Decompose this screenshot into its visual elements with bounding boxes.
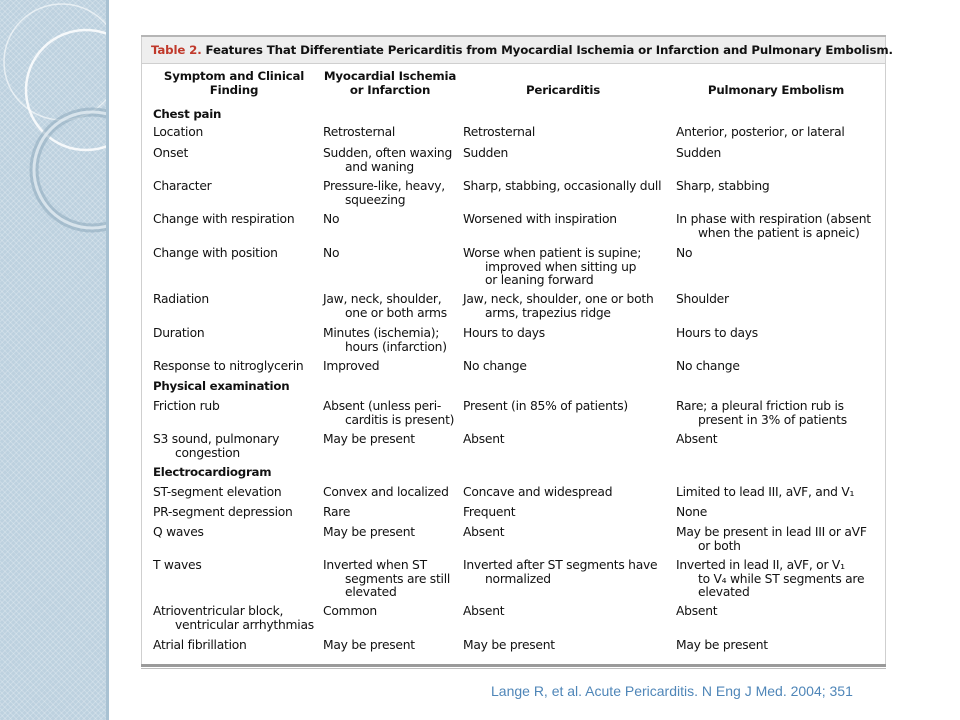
citation: Lange R, et al. Acute Pericarditis. N Eng J Med. 2004; 351	[491, 683, 853, 699]
cell-line: Absent (unless peri-	[323, 399, 442, 413]
column-header-line: Pericarditis	[525, 83, 601, 97]
cell-line: Onset	[153, 146, 189, 160]
table-cell-finding	[153, 400, 220, 414]
cell-line: Rare; a pleural friction rub is	[676, 399, 844, 413]
table-cell-pericarditis	[463, 247, 641, 288]
cell-line: Retrosternal	[463, 125, 536, 139]
table-cell-pericarditis	[463, 506, 515, 520]
table-cell-ischemia	[323, 559, 450, 600]
cell-line: Inverted in lead II, aVF, or V₁	[676, 558, 845, 572]
cell-line: one or both arms	[345, 305, 447, 320]
cell-line: May be present	[323, 432, 415, 446]
cell-line: May be present in lead III or aVF	[676, 525, 867, 539]
table-cell-finding	[153, 327, 204, 341]
cell-line: PR-segment depression	[153, 505, 293, 519]
table-cell-ischemia	[323, 486, 449, 500]
cell-line: Rare	[323, 505, 351, 519]
section-heading	[153, 108, 221, 122]
section-heading	[153, 380, 289, 394]
table-cell-finding	[153, 247, 278, 261]
table-cell-finding	[153, 180, 211, 194]
cell-line: Frequent	[463, 505, 516, 519]
cell-line: Shoulder	[676, 292, 729, 306]
table-cell-embolism	[676, 180, 769, 194]
cell-line: Sudden	[676, 146, 722, 160]
table-cell-pericarditis	[463, 293, 654, 320]
cell-line: Friction rub	[153, 399, 220, 413]
features-table	[141, 37, 893, 666]
cell-line: improved when sitting up	[485, 259, 637, 274]
cell-line: carditis is present)	[345, 412, 455, 427]
cell-line: In phase with respiration (absent	[676, 212, 871, 226]
cell-line: Physical examination	[153, 379, 290, 393]
table-cell-ischemia	[323, 126, 395, 140]
table-cell-finding	[153, 147, 188, 161]
table-cell-finding	[153, 293, 209, 307]
cell-line: Sharp, stabbing, occasionally dull	[463, 179, 662, 193]
table-cell-embolism	[676, 506, 707, 520]
column-header-line: Myocardial Ischemia	[323, 69, 457, 83]
cell-line: Absent	[676, 604, 718, 618]
cell-line: Hours to days	[676, 326, 758, 340]
table-cell-pericarditis	[463, 526, 504, 540]
cell-line: No change	[463, 359, 527, 373]
cell-line: Duration	[153, 326, 205, 340]
cell-line: Convex and localized	[323, 485, 449, 499]
cell-line: Worse when patient is supine;	[463, 246, 642, 260]
cell-line: arms, trapezius ridge	[485, 305, 611, 320]
cell-line: Change with position	[153, 246, 278, 260]
table-cell-finding	[153, 433, 279, 460]
table-cell-ischemia	[323, 247, 339, 261]
table-cell-finding	[153, 360, 303, 374]
table-cell-pericarditis	[463, 180, 661, 194]
table-cell-ischemia	[323, 526, 415, 540]
table-cell-pericarditis	[463, 605, 504, 619]
cell-line: Minutes (ischemia);	[323, 326, 440, 340]
table-cell-pericarditis	[463, 213, 617, 227]
table-cell-ischemia	[323, 327, 447, 354]
table-cell-embolism	[676, 486, 854, 500]
table-cell-pericarditis	[463, 327, 545, 341]
cell-line: ST-segment elevation	[153, 485, 282, 499]
cell-line: None	[676, 505, 708, 519]
table-cell-ischemia	[323, 400, 454, 427]
cell-line: Retrosternal	[323, 125, 396, 139]
cell-line: T waves	[153, 558, 202, 572]
cell-line: squeezing	[345, 192, 406, 207]
table-cell-pericarditis	[463, 400, 628, 414]
cell-line: ventricular arrhythmias	[175, 617, 314, 632]
cell-line: No change	[676, 359, 740, 373]
table-cell-finding	[153, 213, 294, 227]
table-cell-pericarditis	[463, 360, 527, 374]
table-cell-embolism	[676, 293, 729, 307]
table-cell-finding	[153, 605, 314, 632]
cell-line: or both	[698, 538, 741, 553]
table-cell-ischemia	[323, 180, 445, 207]
table-cell-embolism	[676, 247, 692, 261]
cell-line: Absent	[676, 432, 718, 446]
cell-line: Inverted when ST	[323, 558, 427, 572]
table-cell-embolism	[676, 147, 721, 161]
table-cell-ischemia	[323, 213, 339, 227]
cell-line: S3 sound, pulmonary	[153, 432, 280, 446]
cell-line: Location	[153, 125, 204, 139]
cell-line: May be present	[676, 638, 768, 652]
table-cell-finding	[153, 126, 203, 140]
cell-line: congestion	[175, 445, 240, 460]
cell-line: Jaw, neck, shoulder,	[323, 292, 442, 306]
table-cell-finding	[153, 639, 247, 653]
table-cell-pericarditis	[463, 486, 612, 500]
table-cell-embolism	[676, 639, 768, 653]
cell-line: Radiation	[153, 292, 209, 306]
cell-line: Jaw, neck, shoulder, one or both	[463, 292, 654, 306]
cell-line: and waning	[345, 159, 414, 174]
table-cell-ischemia	[323, 605, 377, 619]
cell-line: hours (infarction)	[345, 339, 447, 354]
column-header-pericarditis	[463, 84, 663, 98]
table-label: Table 2.	[151, 43, 202, 57]
column-header-embolism	[676, 84, 876, 98]
table-cell-finding	[153, 559, 202, 573]
table-cell-ischemia	[323, 506, 350, 520]
cell-line: Improved	[323, 359, 380, 373]
table-cell-ischemia	[323, 639, 415, 653]
table-cell-embolism	[676, 526, 867, 553]
table-cell-embolism	[676, 327, 758, 341]
cell-line: Electrocardiogram	[153, 465, 272, 479]
cell-line: Limited to lead III, aVF, and V₁	[676, 485, 855, 499]
table-cell-ischemia	[323, 293, 447, 320]
cell-line: Atrial fibrillation	[153, 638, 247, 652]
table-cell-pericarditis	[463, 433, 504, 447]
table-cell-embolism	[676, 433, 717, 447]
table-cell-ischemia	[323, 433, 415, 447]
cell-line: Concave and widespread	[463, 485, 613, 499]
cell-line: May be present	[463, 638, 555, 652]
cell-line: present in 3% of patients	[698, 412, 847, 427]
table-bottom-rule-thin	[141, 668, 886, 669]
cell-line: May be present	[323, 638, 415, 652]
table-cell-ischemia	[323, 360, 379, 374]
table-cell-embolism	[676, 126, 845, 140]
table-title: Features That Differentiate Pericarditis from Myocardial Ischemia or Infarction and Pulmonary Embolism.	[205, 43, 893, 57]
cell-line: No	[323, 212, 340, 226]
cell-line: No	[676, 246, 693, 260]
cell-line: segments are still	[345, 571, 451, 586]
table-cell-pericarditis	[463, 126, 535, 140]
table-cell-finding	[153, 486, 281, 500]
cell-line: Atrioventricular block,	[153, 604, 284, 618]
table-bottom-rule	[141, 664, 886, 667]
cell-line: to V₄ while ST segments are	[698, 571, 865, 586]
cell-line: Present (in 85% of patients)	[463, 399, 628, 413]
cell-line: Worsened with inspiration	[463, 212, 617, 226]
cell-line: elevated	[698, 585, 750, 599]
column-header-line: Pulmonary Embolism	[707, 83, 845, 97]
cell-line: Sharp, stabbing	[676, 179, 770, 193]
cell-line: Inverted after ST segments have	[463, 558, 658, 572]
table-cell-ischemia	[323, 147, 452, 174]
table-cell-embolism	[676, 559, 864, 600]
table-cell-embolism	[676, 400, 847, 427]
cell-line: Change with respiration	[153, 212, 295, 226]
decorative-circles	[0, 0, 106, 720]
table-title-bar	[142, 37, 893, 64]
column-header-line: Finding	[209, 82, 259, 97]
cell-line: Pressure-like, heavy,	[323, 179, 445, 193]
table-cell-embolism	[676, 360, 740, 374]
cell-line: Sudden, often waxing	[323, 146, 452, 160]
decorative-sidebar	[0, 0, 109, 720]
cell-line: Chest pain	[153, 107, 222, 121]
cell-line: Character	[153, 179, 212, 193]
table-cell-finding	[153, 526, 204, 540]
column-header-line: or Infarction	[349, 82, 431, 97]
column-header-ischemia	[320, 70, 460, 97]
section-heading	[153, 466, 271, 480]
table-cell-embolism	[676, 605, 717, 619]
table-cell-embolism	[676, 213, 871, 240]
cell-line: Absent	[463, 604, 505, 618]
cell-line: elevated	[345, 585, 397, 599]
cell-line: Sudden	[463, 146, 509, 160]
cell-line: Anterior, posterior, or lateral	[676, 125, 845, 139]
cell-line: Common	[323, 604, 377, 618]
cell-line: Hours to days	[463, 326, 545, 340]
table-cell-pericarditis	[463, 639, 555, 653]
column-header-finding	[153, 70, 315, 97]
cell-line: normalized	[485, 571, 551, 586]
cell-line: when the patient is apneic)	[698, 225, 860, 240]
table-cell-pericarditis	[463, 147, 508, 161]
cell-line: May be present	[323, 525, 415, 539]
column-header-line: Symptom and Clinical	[163, 69, 305, 83]
cell-line: Q waves	[153, 525, 204, 539]
cell-line: Response to nitroglycerin	[153, 359, 304, 373]
cell-line: Absent	[463, 432, 505, 446]
table-cell-finding	[153, 506, 293, 520]
cell-line: or leaning forward	[485, 273, 594, 287]
cell-line: No	[323, 246, 340, 260]
table-cell-pericarditis	[463, 559, 657, 586]
cell-line: Absent	[463, 525, 505, 539]
